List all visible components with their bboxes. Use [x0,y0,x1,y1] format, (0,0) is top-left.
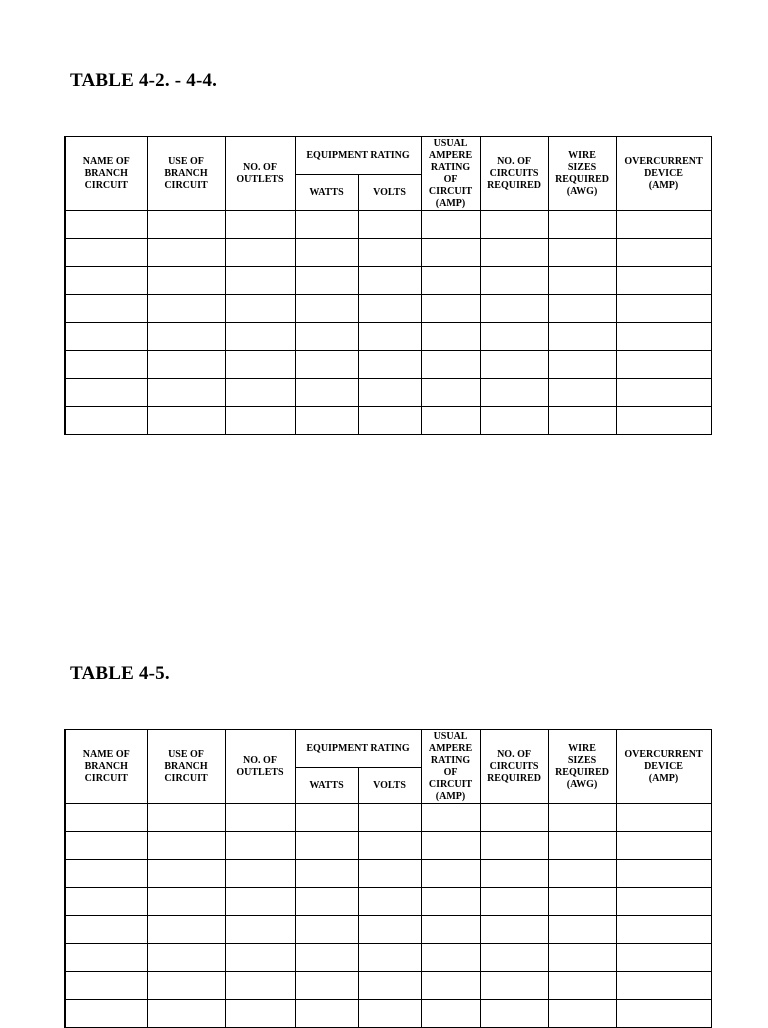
header-equipment-rating: EQUIPMENT RATING [295,137,421,175]
table-cell [65,239,147,267]
header-label-line: BRANCH [84,760,128,772]
table-cell [147,211,225,239]
table-row [65,351,711,379]
table-row [65,860,711,888]
table-cell [358,860,421,888]
table-cell [480,351,548,379]
header-label-line: REQUIRED [487,179,541,191]
table-cell [616,804,711,832]
table-cell [421,916,480,944]
table-cell [65,407,147,435]
table-cell [65,804,147,832]
header-label-line: AMPERE [428,149,473,161]
table-cell [147,1000,225,1028]
header-label-line: DEVICE [644,167,683,179]
table-row [65,888,711,916]
header-label-line: OVERCURRENT [624,748,703,760]
table-cell [616,323,711,351]
table-cell [616,1000,711,1028]
header-watts: WATTS [295,768,358,804]
table-cell [225,888,295,916]
header-label-line: CIRCUITS [489,760,539,772]
table-cell [225,832,295,860]
table-cell [480,379,548,407]
header-label-line: (AMP) [648,179,679,191]
table-row [65,379,711,407]
table-cell [358,832,421,860]
table-cell [147,888,225,916]
header-label-line: SIZES [567,754,597,766]
table-cell [421,407,480,435]
table-cell [616,832,711,860]
table-cell [147,379,225,407]
table-cell [147,323,225,351]
header-label-line: NO. OF [243,161,277,173]
table-cell [548,972,616,1000]
table-body [65,211,711,435]
table-cell [358,944,421,972]
table-cell [65,295,147,323]
table-row [65,916,711,944]
table-cell [225,916,295,944]
table-cell [358,1000,421,1028]
header-label-line: (AWG) [566,185,598,197]
table-cell [295,267,358,295]
header-label-line: BRANCH [164,167,208,179]
table-cell [421,267,480,295]
header-label-line: CIRCUIT [164,772,208,784]
table-row [65,832,711,860]
branch-circuit-table [64,729,712,1028]
table-cell [480,972,548,1000]
table-cell [65,351,147,379]
table-cell [616,379,711,407]
header-label-line: SIZES [567,161,597,173]
table-cell [616,860,711,888]
table-cell [147,239,225,267]
table-cell [295,860,358,888]
table-row [65,267,711,295]
table-cell [548,860,616,888]
header-use-of-branch-circuit [147,730,225,804]
header-label-line: REQUIRED [555,766,609,778]
table-cell [548,888,616,916]
header-usual-ampere-rating [421,137,480,211]
table-cell [421,888,480,916]
table-cell [480,888,548,916]
header-overcurrent-device [616,730,711,804]
table-cell [225,379,295,407]
table-cell [358,916,421,944]
table-cell [548,944,616,972]
table-cell [480,804,548,832]
table-cell [548,323,616,351]
table-cell [548,916,616,944]
table-cell [358,407,421,435]
header-no-of-outlets [225,730,295,804]
table-cell [147,860,225,888]
table-cell [65,1000,147,1028]
table-cell [225,323,295,351]
table-cell [358,351,421,379]
header-label-line: OUTLETS [236,766,284,778]
table-cell [616,295,711,323]
table-cell [65,860,147,888]
table-cell [295,804,358,832]
table-cell [225,267,295,295]
table-cell [548,211,616,239]
table-cell [548,832,616,860]
table-cell [480,860,548,888]
table-cell [616,972,711,1000]
table-cell [548,351,616,379]
table-cell [295,351,358,379]
header-label-line: WIRE [568,742,596,754]
table-cell [480,944,548,972]
table-cell [225,972,295,1000]
header-equipment-rating: EQUIPMENT RATING [295,730,421,768]
table-cell [65,944,147,972]
header-label-line: BRANCH [84,167,128,179]
table-cell [480,323,548,351]
table-cell [548,239,616,267]
table-cell [225,1000,295,1028]
table-cell [65,916,147,944]
header-label-line: USE OF [168,155,204,167]
header-label-line: RATING [430,754,471,766]
table-cell [548,295,616,323]
table-cell [421,860,480,888]
table-cell [616,944,711,972]
table-cell [421,1000,480,1028]
header-wire-sizes-required [548,730,616,804]
table-cell [295,211,358,239]
table-cell [358,888,421,916]
header-overcurrent-device [616,137,711,211]
header-label-line: CIRCUIT [428,185,473,197]
table-cell [480,832,548,860]
table-cell [421,295,480,323]
table-body [65,804,711,1028]
table-cell [358,804,421,832]
table-cell [65,211,147,239]
header-label-line: NAME OF [82,748,130,760]
header-label-line: REQUIRED [487,772,541,784]
header-label-line: USUAL [433,137,468,149]
table-cell [295,1000,358,1028]
table-cell [147,295,225,323]
table-cell [480,295,548,323]
table-cell [421,379,480,407]
table-row [65,407,711,435]
table-cell [147,351,225,379]
header-label-line: RATING [430,161,471,173]
table-cell [616,351,711,379]
table-cell [225,944,295,972]
header-wire-sizes-required [548,137,616,211]
table-cell [65,972,147,1000]
table-cell [147,267,225,295]
branch-circuit-table [64,136,712,435]
table-cell [616,888,711,916]
table-row [65,295,711,323]
table-cell [421,239,480,267]
table-cell [358,379,421,407]
table-row [65,211,711,239]
table-cell [480,267,548,295]
table-cell [421,944,480,972]
table-cell [65,832,147,860]
header-label-line: OF [443,766,458,778]
header-label-line: (AMP) [435,790,466,802]
header-no-of-circuits-required [480,137,548,211]
table-cell [616,267,711,295]
table-cell [548,804,616,832]
header-label-line: (AWG) [566,778,598,790]
header-no-of-circuits-required [480,730,548,804]
header-no-of-outlets [225,137,295,211]
header-label-line: OF [443,173,458,185]
table-cell [147,972,225,1000]
table-cell [548,379,616,407]
table-title: TABLE 4-5. [70,663,170,684]
header-label-line: (AMP) [648,772,679,784]
table-cell [295,916,358,944]
table-cell [147,944,225,972]
table-cell [295,379,358,407]
header-watts: WATTS [295,175,358,211]
table-row [65,239,711,267]
table-cell [480,211,548,239]
table-cell [295,295,358,323]
table-title: TABLE 4-2. - 4-4. [70,70,218,91]
table-cell [295,832,358,860]
header-label-line: CIRCUIT [164,179,208,191]
header-volts: VOLTS [358,175,421,211]
table-cell [421,323,480,351]
table-cell [65,888,147,916]
table-cell [616,211,711,239]
table-cell [421,832,480,860]
table-cell [147,916,225,944]
table-cell [225,239,295,267]
header-label-line: WIRE [568,149,596,161]
header-label-line: OUTLETS [236,173,284,185]
header-label-line: CIRCUIT [84,179,128,191]
table-cell [225,351,295,379]
table-cell [65,379,147,407]
table-cell [358,239,421,267]
table-cell [421,211,480,239]
header-label-line: CIRCUIT [84,772,128,784]
table-cell [295,239,358,267]
header-usual-ampere-rating [421,730,480,804]
table-cell [480,239,548,267]
table-cell [225,860,295,888]
table-row [65,804,711,832]
table-cell [548,407,616,435]
table-cell [295,972,358,1000]
table-cell [480,916,548,944]
table-cell [616,916,711,944]
header-label-line: USE OF [168,748,204,760]
header-label-line: NO. OF [243,754,277,766]
header-name-of-branch-circuit [65,730,147,804]
table-cell [147,804,225,832]
table-cell [616,407,711,435]
header-label-line: BRANCH [164,760,208,772]
table-cell [480,407,548,435]
table-cell [147,407,225,435]
table-cell [358,267,421,295]
header-label-line: REQUIRED [555,173,609,185]
table-cell [480,1000,548,1028]
table-cell [65,323,147,351]
table-cell [225,804,295,832]
table-cell [295,888,358,916]
header-label-line: NAME OF [82,155,130,167]
header-use-of-branch-circuit [147,137,225,211]
table-row [65,972,711,1000]
table-cell [225,211,295,239]
table-cell [548,1000,616,1028]
table-cell [358,972,421,1000]
table-cell [147,832,225,860]
table-cell [358,323,421,351]
table-cell [421,804,480,832]
table-cell [295,407,358,435]
table-cell [616,239,711,267]
header-label-line: DEVICE [644,760,683,772]
header-volts: VOLTS [358,768,421,804]
table-cell [225,407,295,435]
header-name-of-branch-circuit [65,137,147,211]
header-label-line: AMPERE [428,742,473,754]
header-label-line: NO. OF [497,748,531,760]
header-label-line: USUAL [433,730,468,742]
header-label-line: OVERCURRENT [624,155,703,167]
header-label-line: NO. OF [497,155,531,167]
table-cell [65,267,147,295]
table-cell [295,323,358,351]
table-cell [358,211,421,239]
table-cell [548,267,616,295]
table-cell [225,295,295,323]
header-label-line: CIRCUIT [428,778,473,790]
table-cell [421,972,480,1000]
table-cell [295,944,358,972]
table-cell [421,351,480,379]
table-cell [358,295,421,323]
table-row [65,944,711,972]
table-row [65,1000,711,1028]
table-row [65,323,711,351]
header-label-line: (AMP) [435,197,466,209]
header-label-line: CIRCUITS [489,167,539,179]
